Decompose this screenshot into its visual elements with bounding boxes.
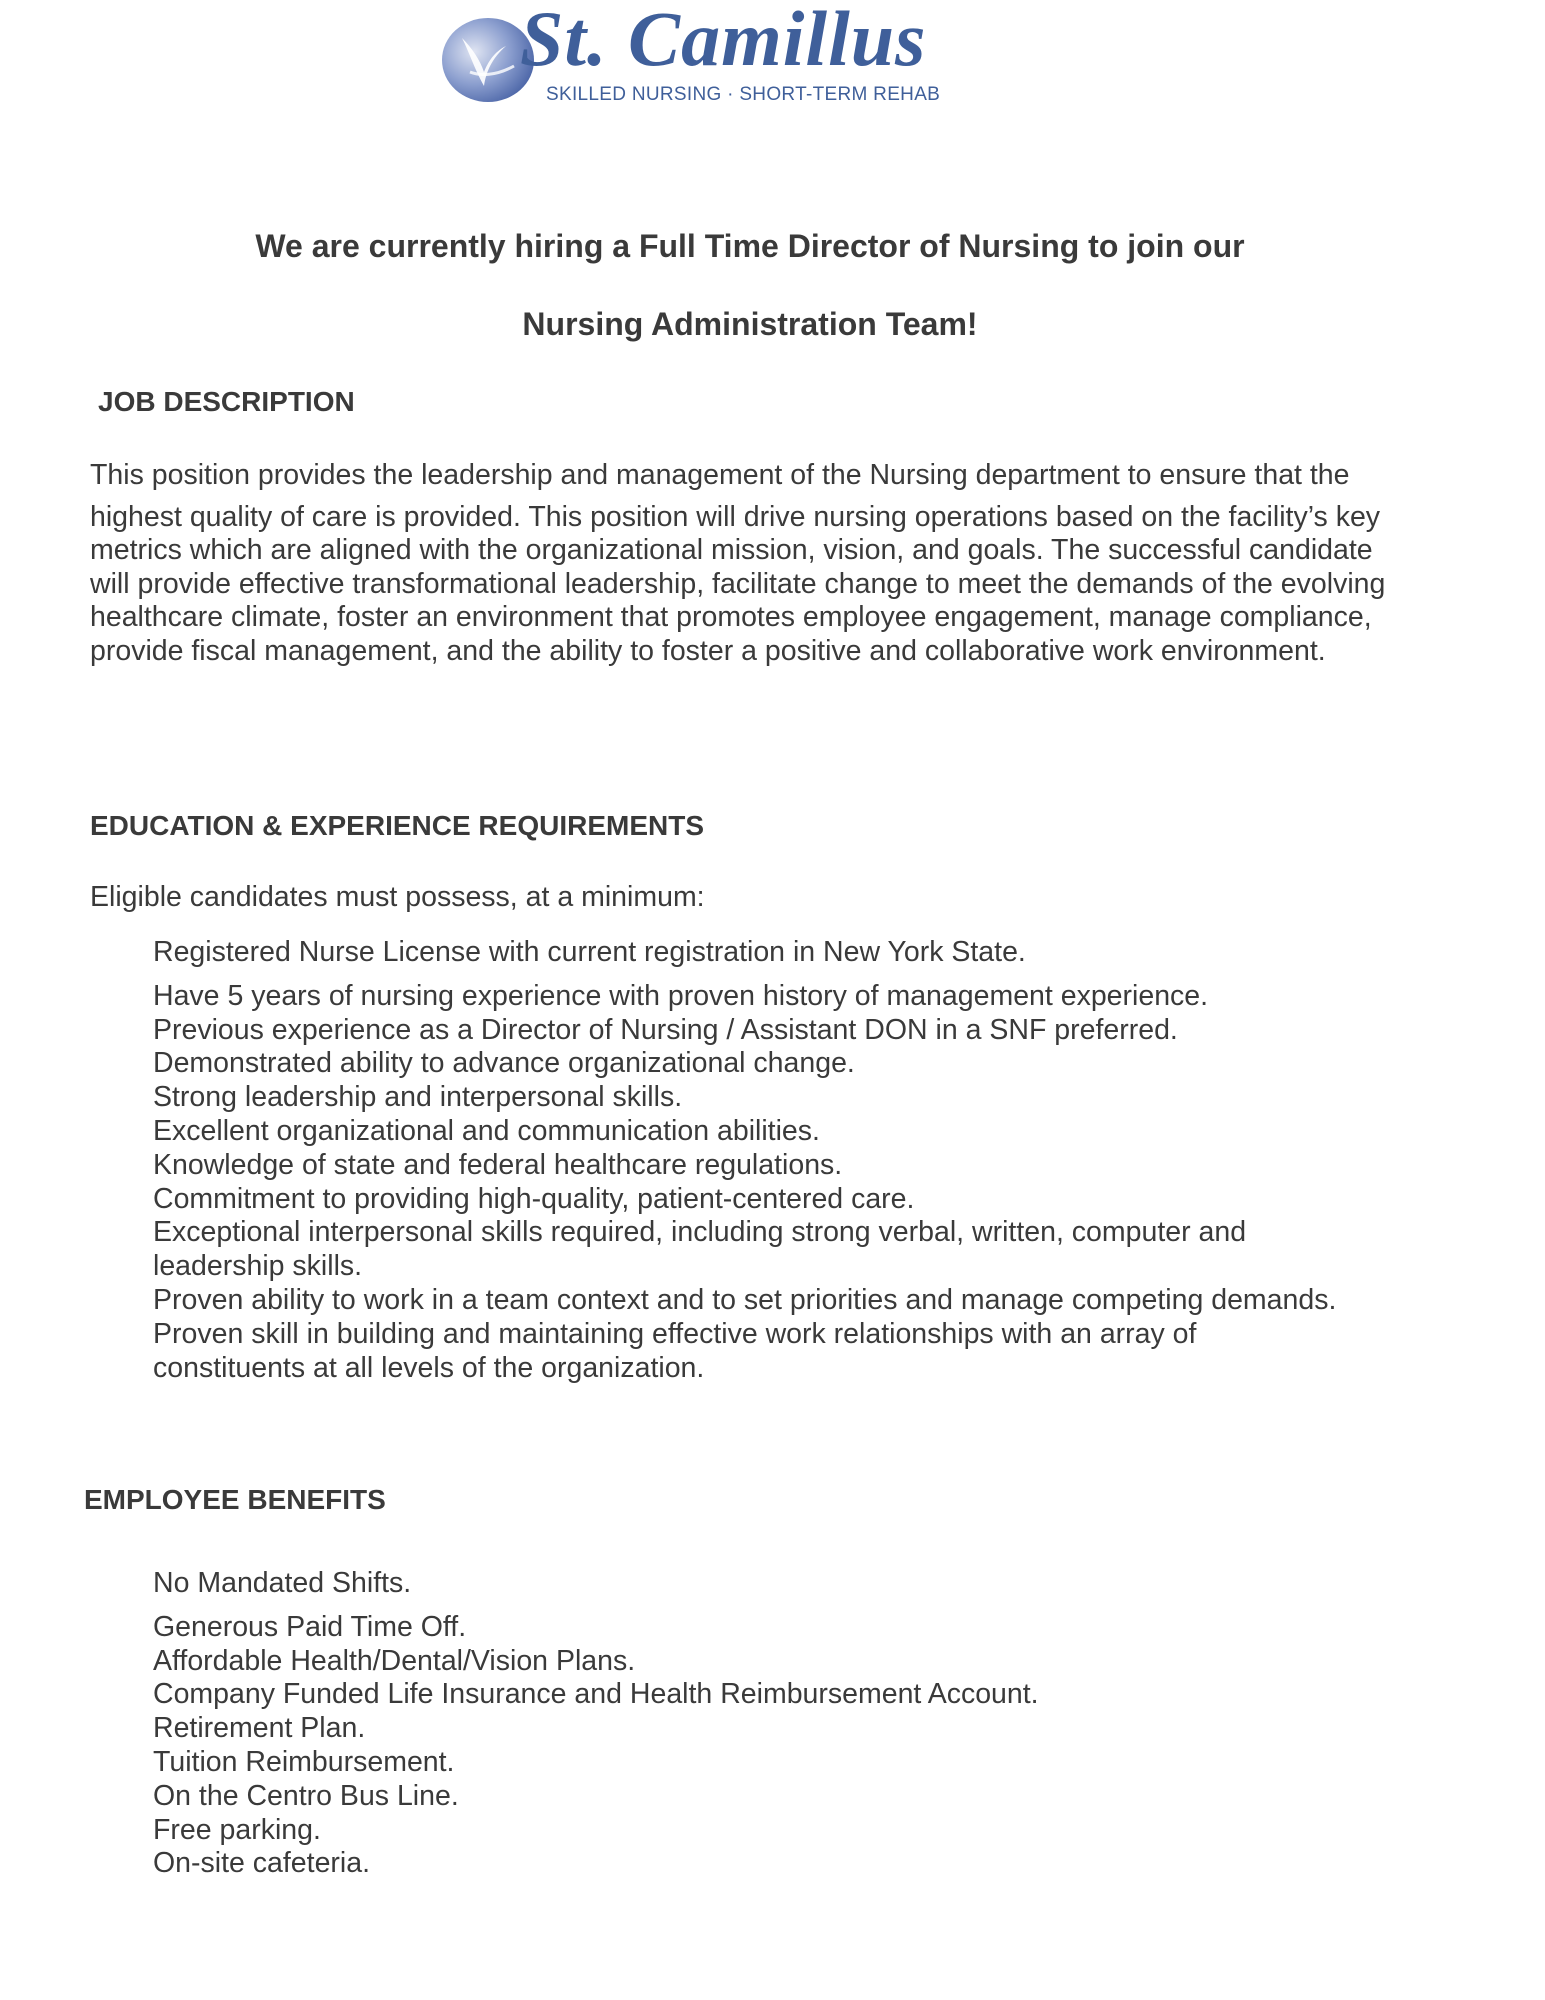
logo-wordmark: St. Camillus [520, 0, 927, 82]
requirements-heading: EDUCATION & EXPERIENCE REQUIREMENTS [90, 810, 704, 841]
list-item: Previous experience as a Director of Nursing / Assistant DON in a SNF preferred. [153, 1013, 1178, 1046]
headline-line-2: Nursing Administration Team! [522, 306, 978, 342]
list-item: Retirement Plan. [153, 1712, 366, 1745]
job-description-heading: JOB DESCRIPTION [98, 386, 355, 417]
list-item: Knowledge of state and federal healthcare regulations. [153, 1148, 843, 1181]
benefits-heading: EMPLOYEE BENEFITS [84, 1484, 386, 1515]
list-item: Free parking. [153, 1813, 321, 1846]
list-item: Commitment to providing high-quality, patient-centered care. [153, 1182, 915, 1215]
requirements-list [153, 936, 1353, 1385]
requirements-intro: Eligible candidates must possess, at a minimum: [90, 881, 705, 913]
headline-line-1: We are currently hiring a Full Time Director of Nursing to join our [255, 228, 1245, 264]
list-item: Excellent organizational and communication abilities. [153, 1114, 820, 1147]
logo [440, 0, 1000, 108]
job-description-first-line: This position provides the leadership and management of the Nursing department to ensure that the [90, 459, 1350, 491]
list-item: Proven ability to work in a team context and to set priorities and manage competing demands. [153, 1283, 1337, 1316]
benefits-list [153, 1567, 1353, 1881]
job-description-paragraph [90, 459, 1420, 668]
list-item: Company Funded Life Insurance and Health Reimbursement Account. [153, 1678, 1039, 1711]
job-description-body: highest quality of care is provided. This position will drive nursing operations based on the facility’s key metrics which are aligned with the organizational mission, vision, and goals. The successful candidate will provide effective transformational leadership, facilitate change to meet the demands of the evolving healthcare climate, foster an environment that promotes employee engagement, manage compliance, provide fiscal management, and the ability to foster a positive and collaborative work environment. [90, 500, 1386, 667]
list-item: Generous Paid Time Off. [153, 1610, 467, 1643]
list-item: On-site cafeteria. [153, 1847, 371, 1880]
list-item: On the Centro Bus Line. [153, 1779, 459, 1812]
list-item: Strong leadership and interpersonal skills. [153, 1081, 683, 1114]
list-item: No Mandated Shifts. [153, 1567, 412, 1599]
list-item: Exceptional interpersonal skills required, including strong verbal, written, computer and leadership skills. [153, 1216, 1247, 1283]
list-item: Registered Nurse License with current registration in New York State. [153, 936, 1026, 968]
list-item: Demonstrated ability to advance organizational change. [153, 1047, 855, 1080]
list-item: Tuition Reimbursement. [153, 1745, 455, 1778]
list-item: Proven skill in building and maintaining effective work relationships with an array of constituents at all levels of the organization. [153, 1317, 1197, 1384]
logo-tagline: SKILLED NURSING · SHORT-TERM REHAB [546, 84, 941, 105]
list-item: Have 5 years of nursing experience with proven history of management experience. [153, 979, 1209, 1012]
list-item: Affordable Health/Dental/Vision Plans. [153, 1644, 636, 1677]
